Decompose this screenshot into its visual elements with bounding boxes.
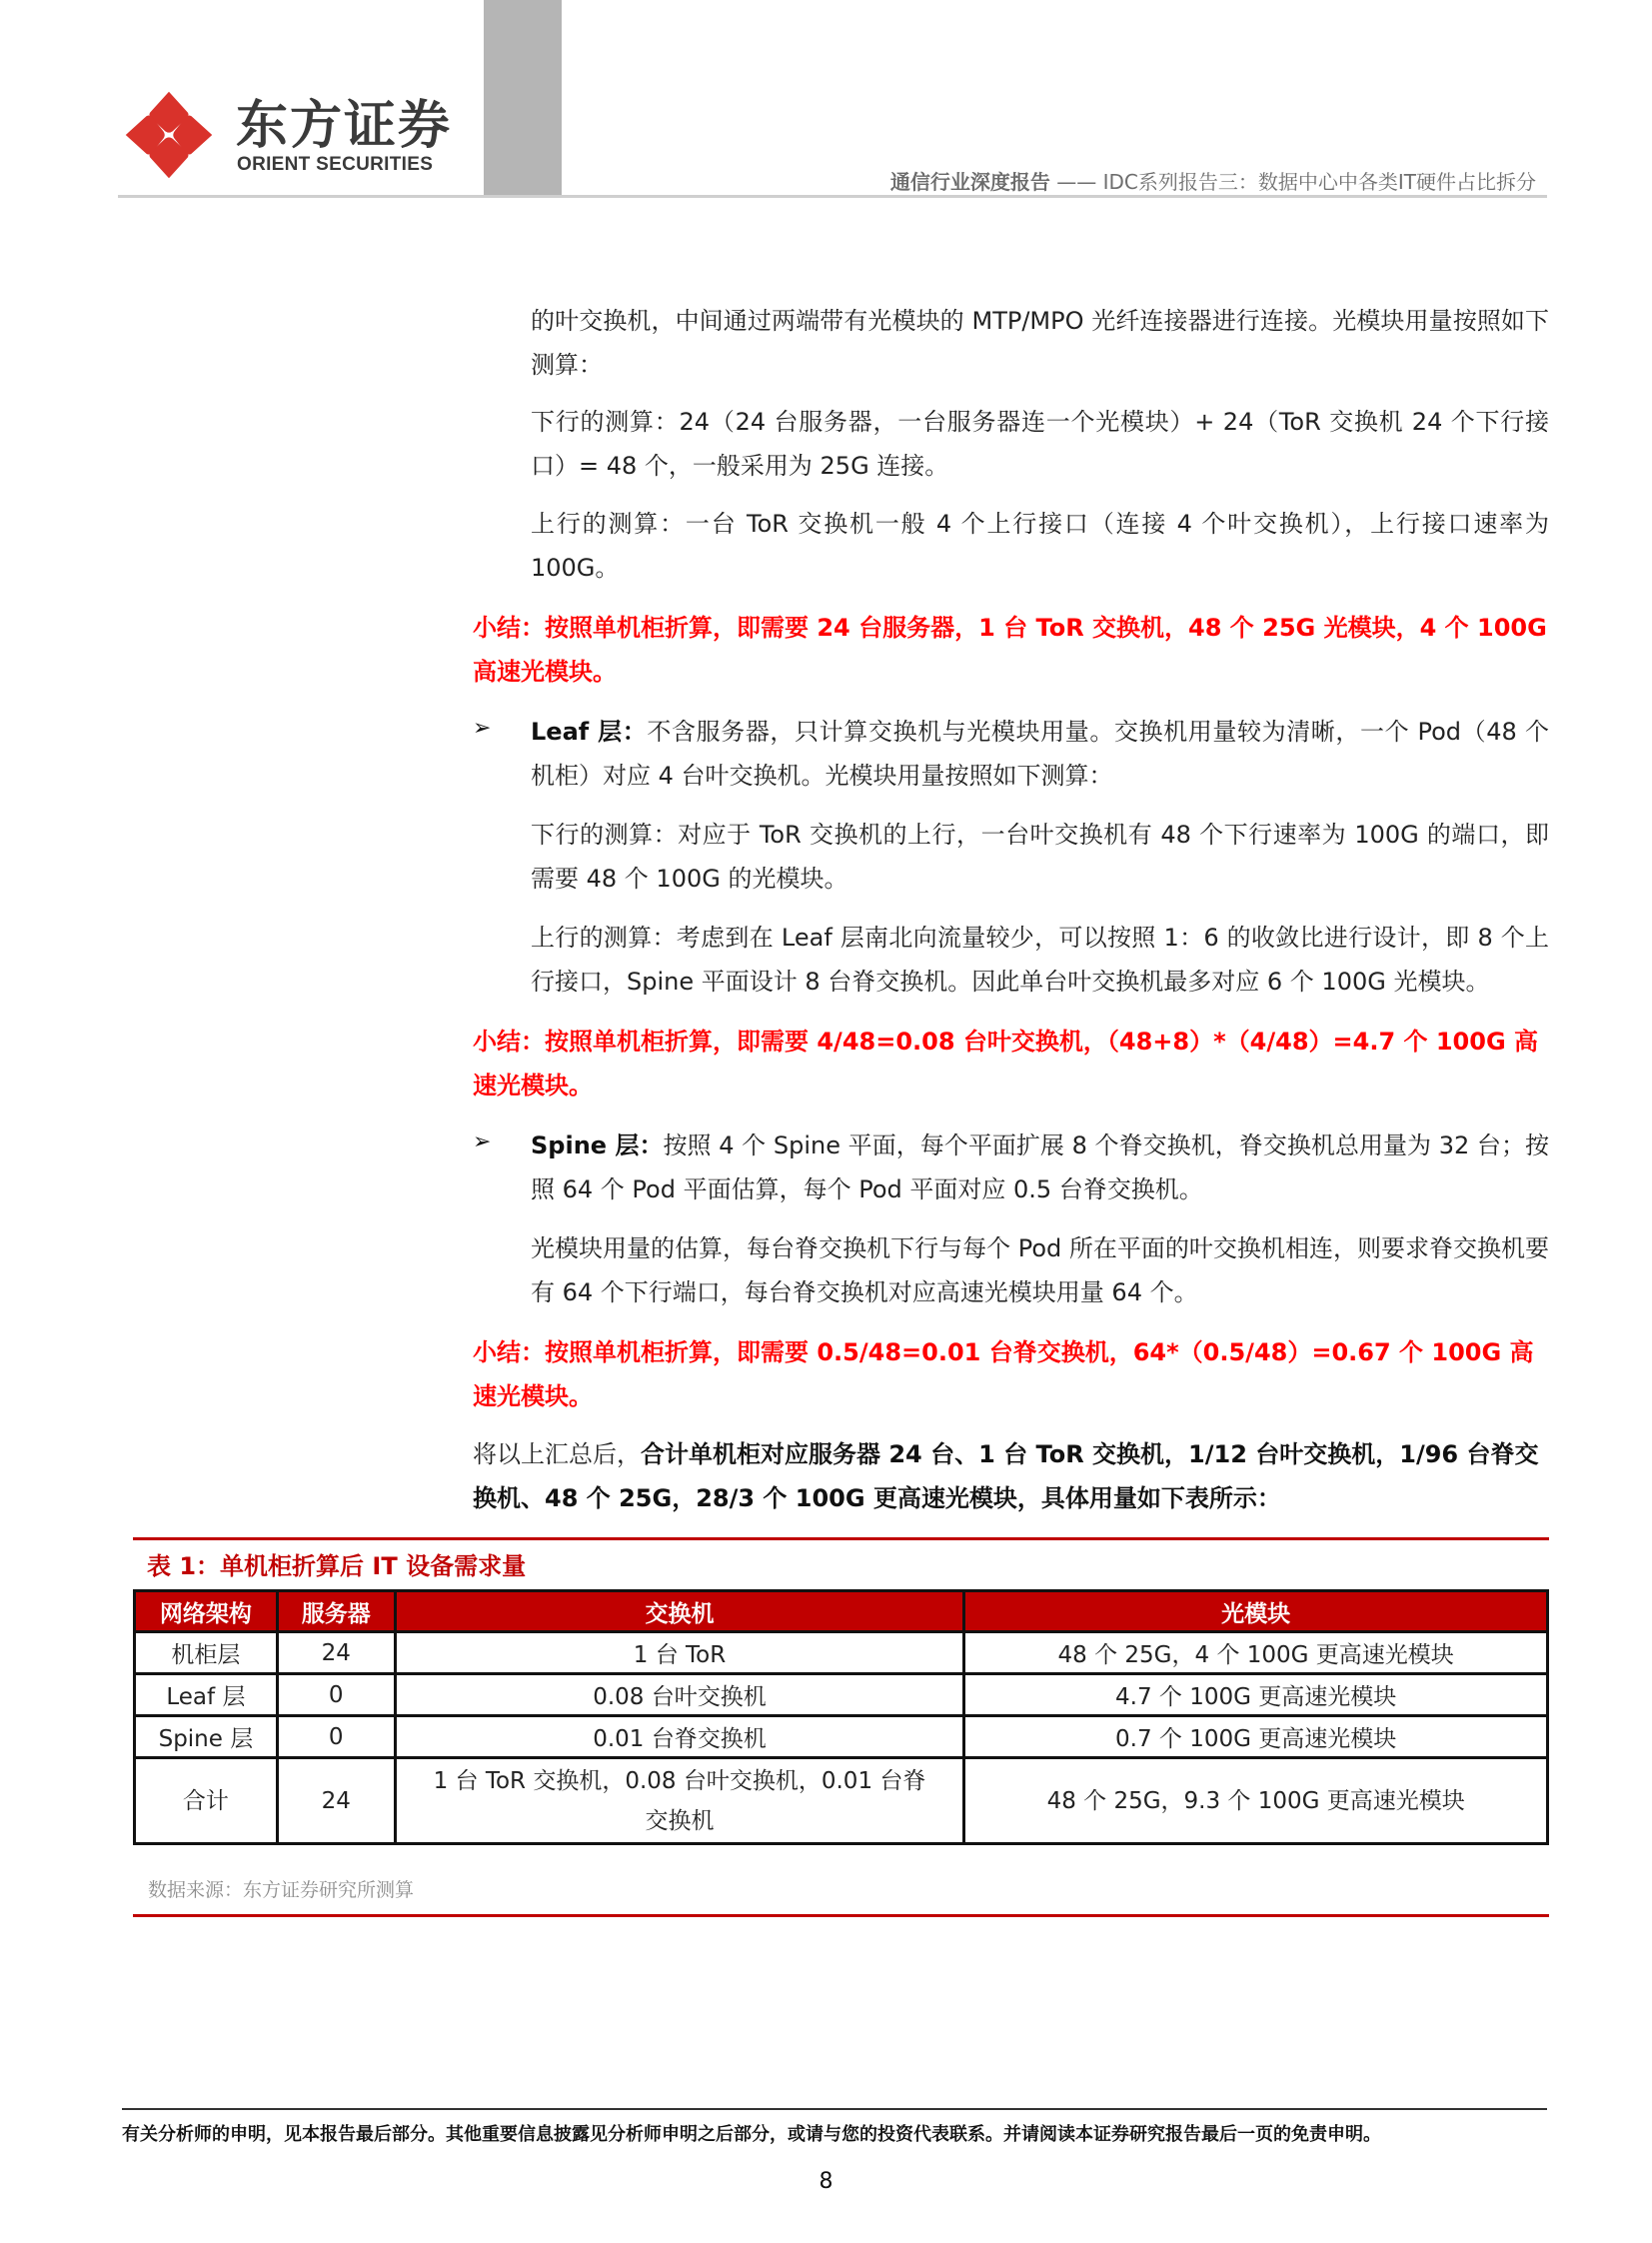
paragraph-spine-modules: 光模块用量的估算，每台脊交换机下行与每个 Pod 所在平面的叶交换机相连，则要求脊交换机要有 64 个下行端口，每台脊交换机对应高速光模块用量 64 个。 [531, 1234, 1549, 1306]
table-row [135, 1674, 1548, 1716]
paragraph-connection: 的叶交换机，中间通过两端带有光模块的 MTP/MPO 光纤连接器进行连接。光模块用量按照如下测算： [531, 307, 1549, 379]
cell-optical-modules: 48 个 25G，4 个 100G 更高速光模块 [964, 1632, 1548, 1674]
col-header-architecture: 网络架构 [135, 1591, 278, 1632]
table-caption: 表 1：单机柜折算后 IT 设备需求量 [147, 1552, 527, 1580]
leaf-label: Leaf 层： [531, 718, 648, 746]
header-gray-bar [484, 0, 562, 196]
cell-servers: 24 [277, 1632, 395, 1674]
report-category: 通信行业深度报告 [889, 170, 1050, 194]
header-divider [118, 195, 1547, 198]
cell-switches: 0.08 台叶交换机 [395, 1674, 964, 1716]
cell-optical-modules: 48 个 25G，9.3 个 100G 更高速光模块 [964, 1758, 1548, 1844]
col-header-switches: 交换机 [395, 1591, 964, 1632]
table-row [135, 1632, 1548, 1674]
cell-switches: 1 台 ToR [395, 1632, 964, 1674]
table-row [135, 1716, 1548, 1758]
cell-architecture: Leaf 层 [135, 1674, 278, 1716]
logo-english-name: ORIENT SECURITIES [237, 154, 434, 175]
bullet-arrow-icon: ➢ [473, 716, 492, 741]
bullet-leaf-layer [531, 710, 1549, 798]
cell-servers: 24 [277, 1758, 395, 1844]
summary-rack-layer: 小结：按照单机柜折算，即需要 24 台服务器，1 台 ToR 交换机，48 个 25G 光模块，4 个 100G 高速光模块。 [473, 614, 1547, 686]
col-header-servers: 服务器 [277, 1591, 395, 1632]
col-header-optical-modules: 光模块 [964, 1591, 1548, 1632]
table-row-total [135, 1758, 1548, 1844]
table-bottom-rule [133, 1914, 1549, 1917]
summary-leaf-layer: 小结：按照单机柜折算，即需要 4/48=0.08 台叶交换机，（48+8）*（4/48）=4.7 个 100G 高速光模块。 [473, 1028, 1539, 1100]
footer-disclaimer: 有关分析师的申明，见本报告最后部分。其他重要信息披露见分析师申明之后部分，或请与您的投资代表联系。并请阅读本证券研究报告最后一页的免责申明。 [122, 2124, 1381, 2145]
total-summary-intro: 将以上汇总后， [473, 1440, 641, 1468]
bullet-spine-layer [531, 1123, 1549, 1211]
spine-label: Spine 层： [531, 1131, 664, 1159]
it-demand-table [133, 1589, 1549, 1845]
title-separator: —— [1056, 170, 1097, 194]
cell-architecture: Spine 层 [135, 1716, 278, 1758]
report-header-title [890, 166, 1536, 195]
paragraph-downlink-calc: 下行的测算：24（24 台服务器，一台服务器连一个光模块）+ 24（ToR 交换机 24 个下行接口）= 48 个，一般采用为 25G 连接。 [531, 408, 1549, 480]
paragraph-leaf-uplink: 上行的测算：考虑到在 Leaf 层南北向流量较少，可以按照 1：6 的收敛比进行设计，即 8 个上行接口，Spine 平面设计 8 台脊交换机。因此单台叶交换机最多对应 6 个 100G 光模块。 [531, 924, 1549, 996]
cell-optical-modules: 0.7 个 100G 更高速光模块 [964, 1716, 1548, 1758]
table-header-row [135, 1591, 1548, 1632]
cell-optical-modules: 4.7 个 100G 更高速光模块 [964, 1674, 1548, 1716]
cell-architecture: 合计 [135, 1758, 278, 1844]
table-data-source: 数据来源：东方证券研究所测算 [148, 1879, 415, 1901]
summary-spine-layer: 小结：按照单机柜折算，即需要 0.5/48=0.01 台脊交换机，64*（0.5/48）=0.67 个 100G 高速光模块。 [473, 1338, 1534, 1410]
spine-text: 按照 4 个 Spine 平面，每个平面扩展 8 个脊交换机，脊交换机总用量为 32 台；按照 64 个 Pod 平面估算，每个 Pod 平面对应 0.5 台脊交换机。 [531, 1131, 1549, 1203]
paragraph-total-summary [473, 1432, 1549, 1520]
table-top-rule [133, 1537, 1549, 1540]
leaf-text: 不含服务器，只计算交换机与光模块用量。交换机用量较为清晰，一个 Pod（48 个机柜）对应 4 台叶交换机。光模块用量按照如下测算： [531, 718, 1549, 790]
report-subtitle: IDC系列报告三：数据中心中各类IT硬件占比拆分 [1102, 170, 1536, 194]
page-number: 8 [819, 2169, 833, 2194]
footer-divider [122, 2108, 1547, 2110]
cell-switches: 0.01 台脊交换机 [395, 1716, 964, 1758]
cell-architecture: 机柜层 [135, 1632, 278, 1674]
logo-chinese-name: 东方证券 [236, 96, 453, 156]
cell-servers: 0 [277, 1674, 395, 1716]
total-summary-bold: 合计单机柜对应服务器 24 台、1 台 ToR 交换机，1/12 台叶交换机，1/96 台脊交换机、48 个 25G，28/3 个 100G 更高速光模块，具体用量如下表所示： [473, 1440, 1539, 1512]
cell-switches: 1 台 ToR 交换机，0.08 台叶交换机，0.01 台脊交换机 [395, 1758, 964, 1844]
paragraph-leaf-downlink: 下行的测算：对应于 ToR 交换机的上行，一台叶交换机有 48 个下行速率为 100G 的端口，即需要 48 个 100G 的光模块。 [531, 821, 1549, 893]
bullet-arrow-icon: ➢ [473, 1129, 492, 1154]
orient-securities-logo-icon [122, 88, 216, 182]
paragraph-uplink-calc: 上行的测算：一台 ToR 交换机一般 4 个上行接口（连接 4 个叶交换机），上行接口速率为 100G。 [531, 510, 1549, 582]
cell-servers: 0 [277, 1716, 395, 1758]
